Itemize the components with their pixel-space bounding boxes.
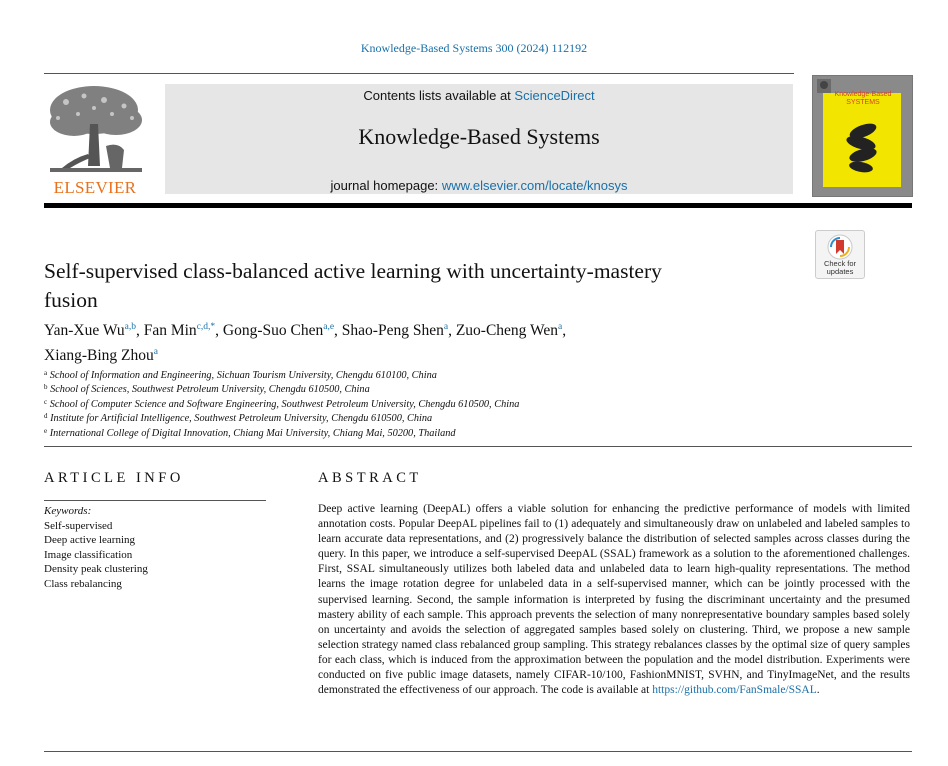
affiliation-item: $^a$ School of Information and Engineering, Sichuan Tourism University, Chengdu 610100, China [44, 369, 437, 381]
abstract-bottom-rule [44, 751, 912, 752]
cover-sculpture-icon [823, 93, 901, 187]
paper-title [44, 257, 784, 315]
code-repository-link[interactable]: https://github.com/FanSmale/SSAL [652, 684, 817, 697]
affiliation-item: $^b$ School of Sciences, Southwest Petroleum University, Chengdu 610500, China [44, 383, 370, 396]
paper-title-line-2: fusion [44, 288, 98, 312]
journal-title: Knowledge-Based Systems [358, 124, 600, 149]
journal-homepage-link[interactable]: www.elsevier.com/locate/knosys [441, 178, 628, 193]
journal-homepage-line [165, 178, 793, 193]
check-for-updates-button[interactable] [815, 230, 865, 279]
affiliation-item: $^e$ International College of Digital Innovation, Chiang Mai University, Chiang Mai, 50200, Thailand [44, 426, 456, 439]
author[interactable]: Xiang-Bing Zhou$^a$ [44, 347, 158, 364]
keyword-item: Deep active learning [44, 534, 136, 547]
keyword-item: Density peak clustering [44, 563, 148, 576]
affiliation-list [44, 369, 904, 441]
journal-citation[interactable]: Knowledge-Based Systems 300 (2024) 112192 [360, 41, 588, 55]
contents-available-line [165, 88, 793, 103]
author-list: Yan-Xue Wu$^{a,b}$, Fan Min$^{c,d,*}$, Gong-Suo Chen$^{a,e}$, Shao-Peng Shen$^a$, Zuo-Cheng Wen$^a$, Xiang-Bing Zhou$^a$ [44, 322, 567, 364]
cover-title: Knowledge-Based SYSTEMS [834, 91, 892, 106]
keyword-item: Image classification [44, 548, 133, 561]
contents-prefix: Contents lists available at [363, 88, 511, 103]
article-info-rule [44, 500, 266, 501]
abstract-heading: ABSTRACT [318, 470, 422, 486]
sciencedirect-link[interactable]: ScienceDirect [514, 88, 595, 103]
keyword-item: Self-supervised [44, 519, 113, 532]
author[interactable]: Yan-Xue Wu$^{a,b}$ [44, 322, 136, 339]
author-affil-marker: a,e [323, 322, 335, 332]
journal-cover-image[interactable] [812, 75, 913, 197]
check-updates-icon [827, 234, 853, 260]
author-affil-marker: a [153, 347, 158, 357]
check-updates-label: Check for updates [823, 259, 857, 276]
affiliation-item: $^d$ Institute for Artificial Intelligence, Southwest Petroleum University, Chengdu 610500, China [44, 412, 433, 425]
elsevier-tree-icon [44, 84, 148, 176]
header-heavy-rule [44, 203, 912, 208]
affiliation-item: $^c$ School of Computer Science and Software Engineering, Southwest Petroleum University, Chengdu 610500, China [44, 397, 520, 410]
author-affil-marker: a [558, 322, 563, 332]
elsevier-wordmark: ELSEVIER [53, 178, 137, 197]
author-affil-marker: c,d,* [196, 322, 216, 332]
section-divider [44, 446, 912, 447]
abstract-body: Deep active learning (DeepAL) offers a viable solution for enhancing the predictive performance of models with limited annotation costs. Popular DeepAL pipelines fail to (1) adequately and simultaneously draw on unlabeled and labeled samples to learn accurate data representations, and (2) progressively balance the distribution of selected samples across classes during the query. In this paper, we introduce a self-supervised DeepAL (SSAL) framework as a solution to the aforementioned challenges. First, SSAL simultaneously utilizes both labeled data and unlabeled data to learn high-quality representations. The method learns the image rotation degree for unlabeled data in a self-supervised manner, which can be jointly processed with the supervised learning. Second, the sample information is interpreted by fusing the discriminant uncertainty and the presumed mastery ability of each sample. This approach prevents the selection of many nonrepresentative boundary samples based solely on uncertainty and avoids the selection of aggregated samples based solely on clustering. Third, we propose a new sample selection strategy named class rebalanced group sampling. This strategy rebalances classes by the optimal size of query samples for each class, which is induced from the approximation between the population and the model distribution. Experiments were conducted on five public image datasets, namely CIFAR-10/100, FashionMNIST, SVHN, and TinyImageNet, and the results demonstrated the effectiveness of our approach. The code is available at https://github.com/FanSmale/SSAL. [318, 503, 910, 697]
author-affil-marker: a [443, 322, 449, 332]
abstract-text: Deep active learning (DeepAL) offers a viable solution for enhancing the predictive performance of models with limited annotation costs. Popular DeepAL pipelines fail to (1) adequately and simultaneously draw on unlabeled and labeled samples to learn accurate data representations, and (2) progressively balance the distribution of selected samples across classes during the query. In this paper, we introduce a self-supervised DeepAL (SSAL) framework as a solution to the aforementioned challenges. First, SSAL simultaneously utilizes both labeled data and unlabeled data to learn high-quality representations. The method learns the image rotation degree for unlabeled data in a self-supervised manner, which can be jointly processed with the supervised learning. Second, the sample information is interpreted by fusing the discriminant uncertainty and the presumed mastery ability of each sample. This approach prevents the selection of many nonrepresentative boundary samples based solely on uncertainty and avoids the selection of aggregated samples based solely on clustering. Third, we propose a new sample selection strategy named class rebalanced group sampling. This strategy rebalances classes by the optimal size of query samples for each class, which is induced from the approximation between the population and the model distribution. Experiments were conducted on five public image datasets, namely CIFAR-10/100, FashionMNIST, SVHN, and TinyImageNet, and the results demonstrated the effectiveness of our approach. The code is available at [318, 503, 910, 697]
header-top-rule [44, 73, 794, 74]
keywords-block [44, 504, 264, 592]
cover-yellow-panel [823, 93, 901, 187]
article-info-heading: ARTICLE INFO [44, 470, 184, 486]
paper-title-line-1: Self-supervised class-balanced active learning with uncertainty-mastery [44, 259, 662, 283]
keywords-label: Keywords: [44, 505, 92, 517]
author-affil-marker: a,b [124, 322, 136, 332]
keyword-item: Class rebalancing [44, 577, 122, 590]
homepage-prefix: journal homepage: [330, 178, 439, 193]
author[interactable]: Gong-Suo Chen$^{a,e}$ [222, 322, 335, 339]
author[interactable]: Zuo-Cheng Wen$^a$ [455, 322, 563, 339]
author[interactable]: Shao-Peng Shen$^a$ [341, 322, 449, 339]
author[interactable]: Fan Min$^{c,d,*}$ [143, 322, 216, 339]
